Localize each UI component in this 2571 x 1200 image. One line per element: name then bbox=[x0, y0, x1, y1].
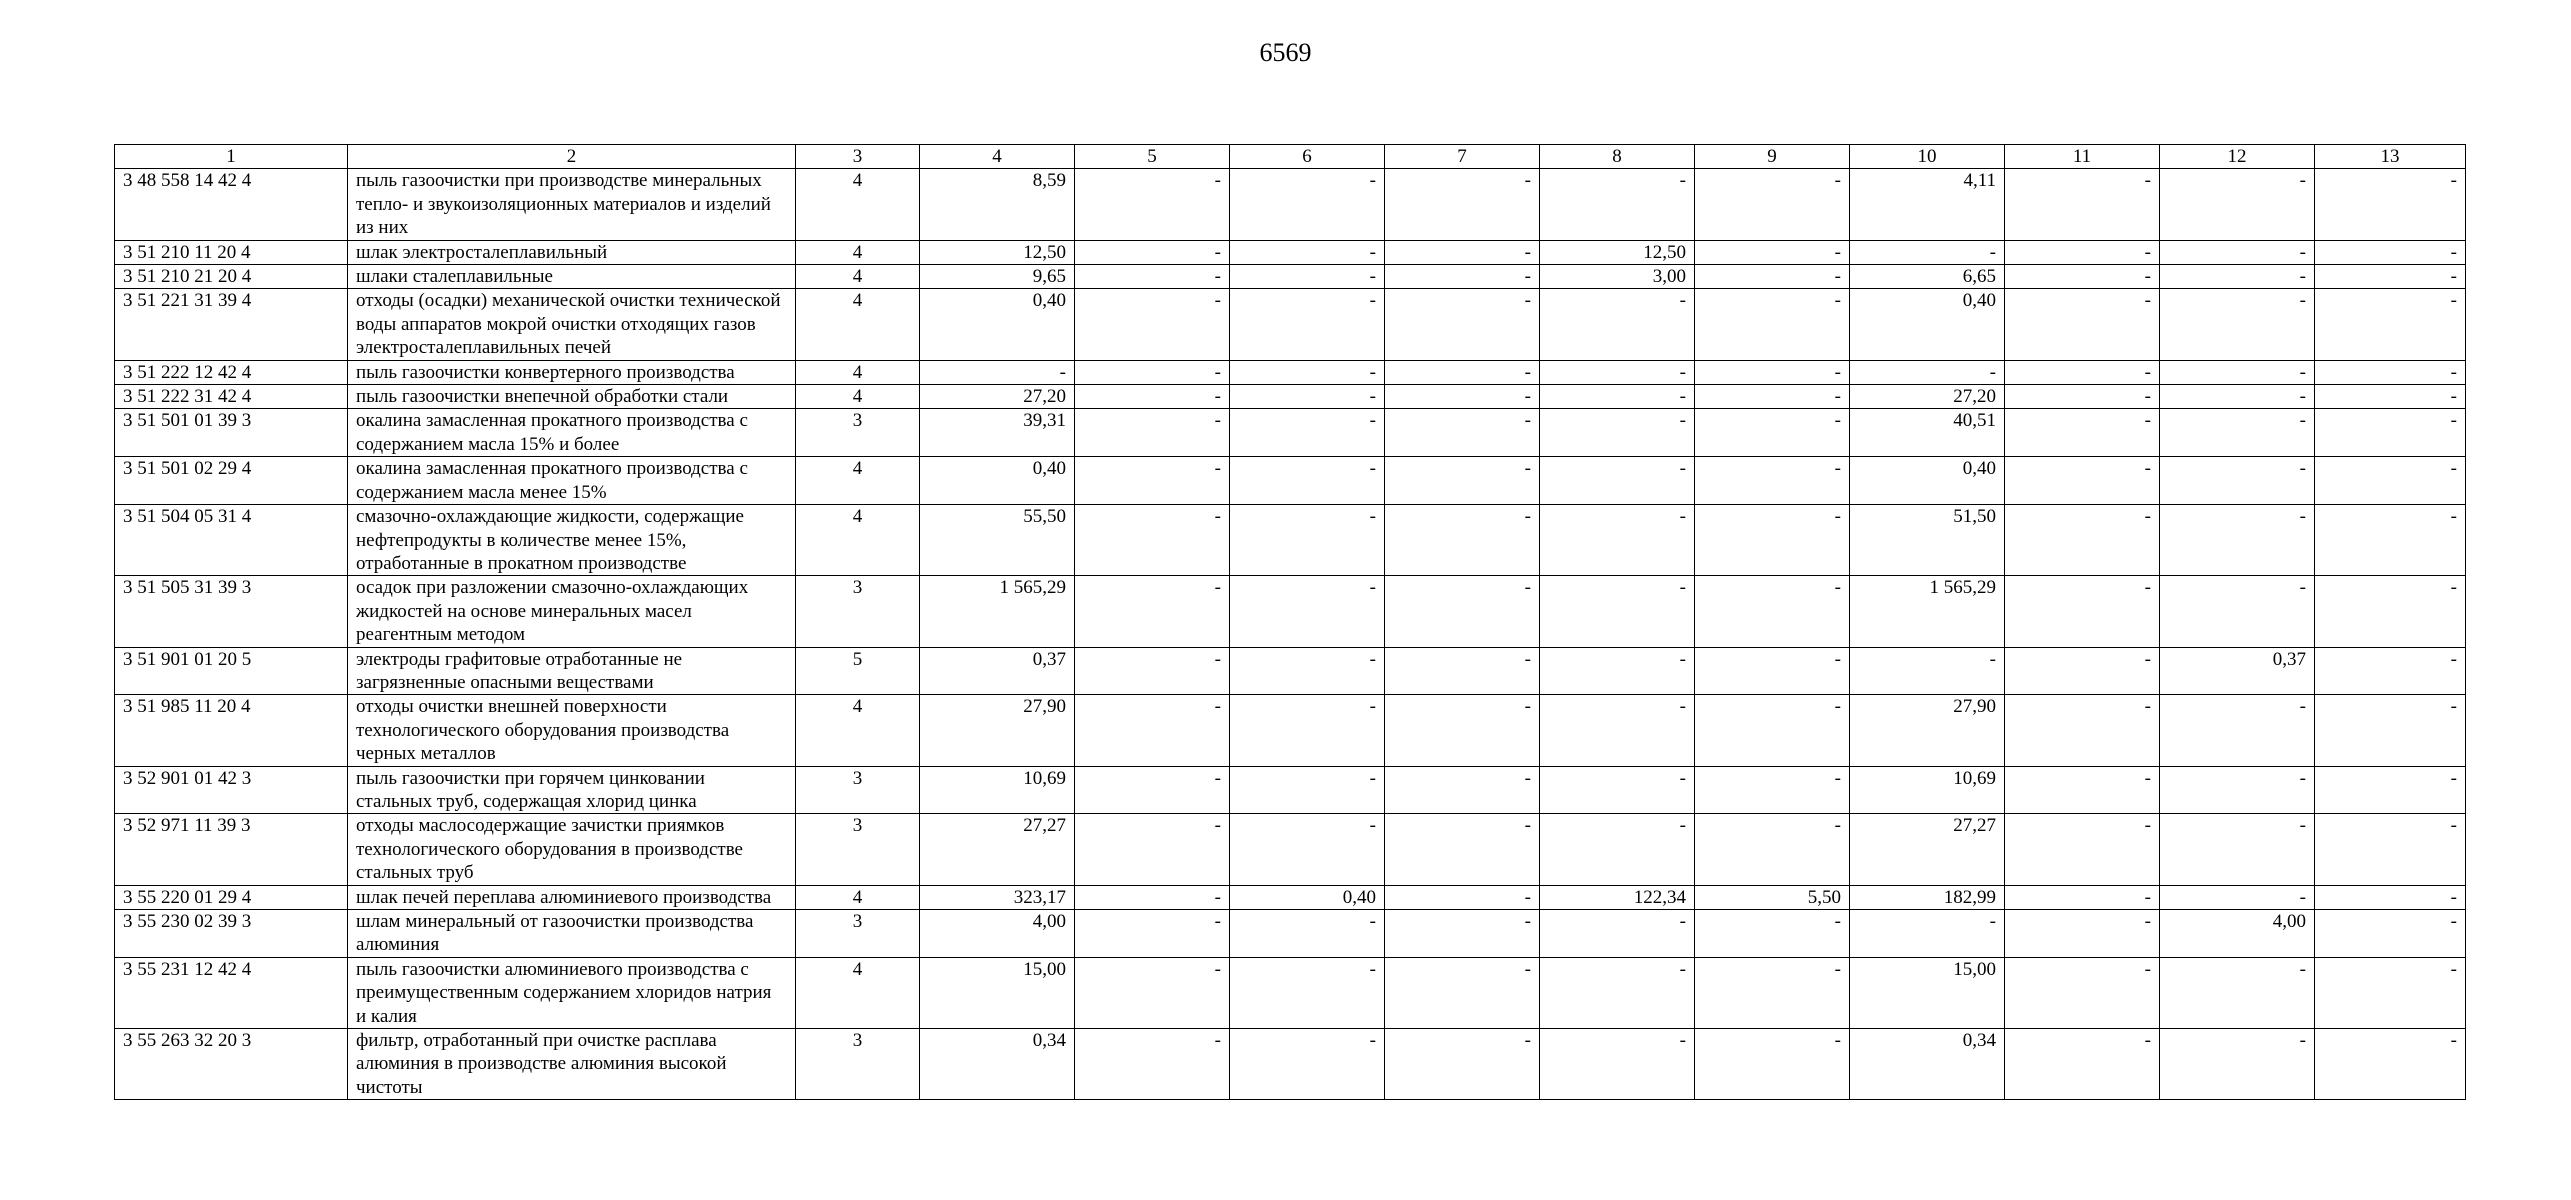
table-row bbox=[115, 409, 2466, 457]
cell-col-12: - bbox=[2160, 695, 2315, 766]
cell-name: фильтр, отработанный при очистке расплава алюминия в производстве алюминия высокой чистоты bbox=[348, 1029, 796, 1100]
cell-col-12: - bbox=[2160, 957, 2315, 1028]
cell-col-13: - bbox=[2315, 505, 2466, 576]
table-row bbox=[115, 814, 2466, 885]
table-row bbox=[115, 1029, 2466, 1100]
cell-col-9: - bbox=[1695, 957, 1850, 1028]
cell-col-6: 0,40 bbox=[1230, 885, 1385, 909]
cell-col-4: - bbox=[920, 360, 1075, 384]
cell-col-9: - bbox=[1695, 240, 1850, 264]
cell-col-4: 0,37 bbox=[920, 647, 1075, 695]
cell-col-5: - bbox=[1075, 360, 1230, 384]
cell-col-5: - bbox=[1075, 576, 1230, 647]
cell-code: 3 52 901 01 42 3 bbox=[115, 766, 348, 814]
cell-col-8: - bbox=[1540, 647, 1695, 695]
table-row bbox=[115, 885, 2466, 909]
cell-name: отходы (осадки) механической очистки технической воды аппаратов мокрой очистки отходящих газов электросталеплавильных печей bbox=[348, 289, 796, 360]
cell-col-12: - bbox=[2160, 385, 2315, 409]
table-row bbox=[115, 910, 2466, 958]
table-row bbox=[115, 240, 2466, 264]
cell-col-10: 0,40 bbox=[1850, 289, 2005, 360]
cell-col-8: 3,00 bbox=[1540, 265, 1695, 289]
page-number: 6569 bbox=[1259, 38, 1312, 67]
table-row bbox=[115, 576, 2466, 647]
cell-name: шлам минеральный от газоочистки производства алюминия bbox=[348, 910, 796, 958]
cell-col-11: - bbox=[2005, 265, 2160, 289]
cell-col-5: - bbox=[1075, 1029, 1230, 1100]
cell-col-9: - bbox=[1695, 360, 1850, 384]
cell-name: пыль газоочистки конвертерного производства bbox=[348, 360, 796, 384]
column-header-2: 2 bbox=[348, 145, 796, 169]
cell-col-4: 4,00 bbox=[920, 910, 1075, 958]
cell-code: 3 51 501 01 39 3 bbox=[115, 409, 348, 457]
cell-col-11: - bbox=[2005, 409, 2160, 457]
cell-col-7: - bbox=[1385, 385, 1540, 409]
cell-col-13: - bbox=[2315, 576, 2466, 647]
cell-name: пыль газоочистки при производстве минеральных тепло- и звукоизоляционных материалов и изделий из них bbox=[348, 169, 796, 240]
cell-col-6: - bbox=[1230, 240, 1385, 264]
cell-col-8: - bbox=[1540, 385, 1695, 409]
cell-col-10: 10,69 bbox=[1850, 766, 2005, 814]
table-row bbox=[115, 289, 2466, 360]
cell-col-10: 0,34 bbox=[1850, 1029, 2005, 1100]
cell-col-13: - bbox=[2315, 647, 2466, 695]
cell-hazard-class: 4 bbox=[796, 695, 920, 766]
cell-col-7: - bbox=[1385, 957, 1540, 1028]
waste-table bbox=[114, 144, 2466, 1100]
table-row bbox=[115, 169, 2466, 240]
column-header-13: 13 bbox=[2315, 145, 2466, 169]
cell-name: пыль газоочистки алюминиевого производства с преимущественным содержанием хлоридов натрия и калия bbox=[348, 957, 796, 1028]
cell-col-13: - bbox=[2315, 1029, 2466, 1100]
cell-code: 3 51 901 01 20 5 bbox=[115, 647, 348, 695]
cell-col-6: - bbox=[1230, 766, 1385, 814]
table-row bbox=[115, 385, 2466, 409]
column-header-12: 12 bbox=[2160, 145, 2315, 169]
cell-col-6: - bbox=[1230, 957, 1385, 1028]
cell-col-5: - bbox=[1075, 766, 1230, 814]
cell-col-8: - bbox=[1540, 766, 1695, 814]
cell-col-4: 55,50 bbox=[920, 505, 1075, 576]
cell-col-13: - bbox=[2315, 385, 2466, 409]
cell-col-9: - bbox=[1695, 409, 1850, 457]
cell-hazard-class: 3 bbox=[796, 910, 920, 958]
cell-col-11: - bbox=[2005, 695, 2160, 766]
table-row bbox=[115, 647, 2466, 695]
cell-col-4: 9,65 bbox=[920, 265, 1075, 289]
cell-col-4: 12,50 bbox=[920, 240, 1075, 264]
cell-col-10: 15,00 bbox=[1850, 957, 2005, 1028]
cell-col-11: - bbox=[2005, 289, 2160, 360]
cell-code: 3 51 501 02 29 4 bbox=[115, 457, 348, 505]
cell-col-10: 6,65 bbox=[1850, 265, 2005, 289]
column-header-1: 1 bbox=[115, 145, 348, 169]
cell-col-13: - bbox=[2315, 265, 2466, 289]
cell-col-11: - bbox=[2005, 576, 2160, 647]
cell-code: 3 55 263 32 20 3 bbox=[115, 1029, 348, 1100]
cell-col-5: - bbox=[1075, 910, 1230, 958]
cell-col-11: - bbox=[2005, 457, 2160, 505]
cell-col-7: - bbox=[1385, 240, 1540, 264]
cell-code: 3 51 985 11 20 4 bbox=[115, 695, 348, 766]
cell-col-4: 0,34 bbox=[920, 1029, 1075, 1100]
cell-col-5: - bbox=[1075, 814, 1230, 885]
cell-name: осадок при разложении смазочно-охлаждающих жидкостей на основе минеральных масел реагентным методом bbox=[348, 576, 796, 647]
cell-col-10: - bbox=[1850, 647, 2005, 695]
cell-code: 3 48 558 14 42 4 bbox=[115, 169, 348, 240]
cell-col-11: - bbox=[2005, 814, 2160, 885]
cell-col-10: 4,11 bbox=[1850, 169, 2005, 240]
cell-col-4: 0,40 bbox=[920, 457, 1075, 505]
cell-col-8: - bbox=[1540, 1029, 1695, 1100]
cell-col-12: - bbox=[2160, 1029, 2315, 1100]
cell-hazard-class: 4 bbox=[796, 169, 920, 240]
cell-col-6: - bbox=[1230, 505, 1385, 576]
cell-col-8: - bbox=[1540, 289, 1695, 360]
cell-col-9: - bbox=[1695, 505, 1850, 576]
column-header-5: 5 bbox=[1075, 145, 1230, 169]
cell-col-11: - bbox=[2005, 385, 2160, 409]
cell-col-9: - bbox=[1695, 265, 1850, 289]
cell-col-12: - bbox=[2160, 885, 2315, 909]
cell-col-9: 5,50 bbox=[1695, 885, 1850, 909]
cell-name: шлак печей переплава алюминиевого производства bbox=[348, 885, 796, 909]
cell-col-12: - bbox=[2160, 505, 2315, 576]
cell-col-4: 27,20 bbox=[920, 385, 1075, 409]
cell-col-9: - bbox=[1695, 766, 1850, 814]
cell-col-7: - bbox=[1385, 289, 1540, 360]
cell-col-6: - bbox=[1230, 385, 1385, 409]
cell-col-6: - bbox=[1230, 576, 1385, 647]
cell-col-9: - bbox=[1695, 1029, 1850, 1100]
cell-col-6: - bbox=[1230, 360, 1385, 384]
cell-code: 3 51 210 11 20 4 bbox=[115, 240, 348, 264]
cell-col-12: - bbox=[2160, 766, 2315, 814]
cell-col-13: - bbox=[2315, 457, 2466, 505]
cell-hazard-class: 4 bbox=[796, 457, 920, 505]
cell-col-6: - bbox=[1230, 457, 1385, 505]
cell-name: отходы очистки внешней поверхности технологического оборудования производства черных металлов bbox=[348, 695, 796, 766]
table-row bbox=[115, 360, 2466, 384]
cell-col-10: - bbox=[1850, 240, 2005, 264]
table-row bbox=[115, 695, 2466, 766]
cell-hazard-class: 4 bbox=[796, 289, 920, 360]
cell-col-8: - bbox=[1540, 457, 1695, 505]
cell-col-13: - bbox=[2315, 360, 2466, 384]
cell-name: отходы маслосодержащие зачистки приямков технологического оборудования в производстве стальных труб bbox=[348, 814, 796, 885]
cell-col-8: - bbox=[1540, 695, 1695, 766]
cell-name: смазочно-охлаждающие жидкости, содержащие нефтепродукты в количестве менее 15%, отработанные в прокатном производстве bbox=[348, 505, 796, 576]
cell-col-6: - bbox=[1230, 169, 1385, 240]
cell-col-4: 15,00 bbox=[920, 957, 1075, 1028]
cell-hazard-class: 3 bbox=[796, 814, 920, 885]
cell-col-13: - bbox=[2315, 289, 2466, 360]
cell-col-7: - bbox=[1385, 169, 1540, 240]
cell-col-12: - bbox=[2160, 457, 2315, 505]
cell-col-9: - bbox=[1695, 576, 1850, 647]
cell-col-11: - bbox=[2005, 505, 2160, 576]
cell-code: 3 51 221 31 39 4 bbox=[115, 289, 348, 360]
cell-code: 3 51 504 05 31 4 bbox=[115, 505, 348, 576]
column-header-8: 8 bbox=[1540, 145, 1695, 169]
cell-col-7: - bbox=[1385, 1029, 1540, 1100]
cell-col-11: - bbox=[2005, 957, 2160, 1028]
table-row bbox=[115, 505, 2466, 576]
cell-col-11: - bbox=[2005, 1029, 2160, 1100]
cell-col-12: - bbox=[2160, 169, 2315, 240]
cell-hazard-class: 3 bbox=[796, 766, 920, 814]
cell-col-10: 0,40 bbox=[1850, 457, 2005, 505]
cell-col-5: - bbox=[1075, 169, 1230, 240]
cell-name: окалина замасленная прокатного производства с содержанием масла менее 15% bbox=[348, 457, 796, 505]
cell-col-9: - bbox=[1695, 695, 1850, 766]
cell-col-5: - bbox=[1075, 505, 1230, 576]
cell-col-5: - bbox=[1075, 265, 1230, 289]
cell-col-9: - bbox=[1695, 910, 1850, 958]
cell-col-5: - bbox=[1075, 289, 1230, 360]
cell-code: 3 51 505 31 39 3 bbox=[115, 576, 348, 647]
cell-col-8: - bbox=[1540, 957, 1695, 1028]
cell-name: пыль газоочистки внепечной обработки стали bbox=[348, 385, 796, 409]
cell-col-11: - bbox=[2005, 360, 2160, 384]
cell-col-7: - bbox=[1385, 885, 1540, 909]
cell-col-13: - bbox=[2315, 695, 2466, 766]
cell-hazard-class: 3 bbox=[796, 409, 920, 457]
cell-col-4: 8,59 bbox=[920, 169, 1075, 240]
cell-col-8: - bbox=[1540, 169, 1695, 240]
cell-col-13: - bbox=[2315, 409, 2466, 457]
cell-col-4: 0,40 bbox=[920, 289, 1075, 360]
cell-col-10: 40,51 bbox=[1850, 409, 2005, 457]
cell-code: 3 51 222 12 42 4 bbox=[115, 360, 348, 384]
cell-hazard-class: 4 bbox=[796, 885, 920, 909]
cell-name: шлак электросталеплавильный bbox=[348, 240, 796, 264]
cell-col-10: 1 565,29 bbox=[1850, 576, 2005, 647]
cell-col-5: - bbox=[1075, 647, 1230, 695]
cell-hazard-class: 4 bbox=[796, 240, 920, 264]
table-header-row bbox=[115, 145, 2466, 169]
cell-col-11: - bbox=[2005, 885, 2160, 909]
cell-col-10: 182,99 bbox=[1850, 885, 2005, 909]
cell-col-8: - bbox=[1540, 505, 1695, 576]
cell-col-12: - bbox=[2160, 289, 2315, 360]
cell-col-9: - bbox=[1695, 289, 1850, 360]
cell-col-8: - bbox=[1540, 360, 1695, 384]
cell-col-7: - bbox=[1385, 647, 1540, 695]
table-row bbox=[115, 766, 2466, 814]
cell-col-7: - bbox=[1385, 766, 1540, 814]
cell-col-7: - bbox=[1385, 265, 1540, 289]
cell-col-13: - bbox=[2315, 169, 2466, 240]
cell-col-7: - bbox=[1385, 409, 1540, 457]
cell-col-5: - bbox=[1075, 240, 1230, 264]
cell-name: шлаки сталеплавильные bbox=[348, 265, 796, 289]
cell-col-11: - bbox=[2005, 766, 2160, 814]
cell-name: электроды графитовые отработанные не загрязненные опасными веществами bbox=[348, 647, 796, 695]
table-body bbox=[115, 169, 2466, 1100]
cell-hazard-class: 5 bbox=[796, 647, 920, 695]
column-header-6: 6 bbox=[1230, 145, 1385, 169]
cell-col-6: - bbox=[1230, 910, 1385, 958]
cell-col-8: - bbox=[1540, 910, 1695, 958]
cell-col-6: - bbox=[1230, 289, 1385, 360]
cell-col-5: - bbox=[1075, 409, 1230, 457]
cell-col-6: - bbox=[1230, 647, 1385, 695]
cell-col-13: - bbox=[2315, 814, 2466, 885]
column-header-7: 7 bbox=[1385, 145, 1540, 169]
cell-col-13: - bbox=[2315, 766, 2466, 814]
table-row bbox=[115, 457, 2466, 505]
cell-col-7: - bbox=[1385, 457, 1540, 505]
cell-col-12: - bbox=[2160, 576, 2315, 647]
cell-code: 3 51 210 21 20 4 bbox=[115, 265, 348, 289]
cell-hazard-class: 3 bbox=[796, 1029, 920, 1100]
cell-col-7: - bbox=[1385, 814, 1540, 885]
cell-col-9: - bbox=[1695, 647, 1850, 695]
cell-col-12: - bbox=[2160, 409, 2315, 457]
cell-col-12: - bbox=[2160, 240, 2315, 264]
column-header-4: 4 bbox=[920, 145, 1075, 169]
column-header-9: 9 bbox=[1695, 145, 1850, 169]
cell-col-4: 1 565,29 bbox=[920, 576, 1075, 647]
table-row bbox=[115, 265, 2466, 289]
cell-col-7: - bbox=[1385, 576, 1540, 647]
cell-col-10: 51,50 bbox=[1850, 505, 2005, 576]
cell-col-9: - bbox=[1695, 385, 1850, 409]
cell-col-6: - bbox=[1230, 814, 1385, 885]
cell-code: 3 52 971 11 39 3 bbox=[115, 814, 348, 885]
cell-name: пыль газоочистки при горячем цинковании стальных труб, содержащая хлорид цинка bbox=[348, 766, 796, 814]
cell-code: 3 55 220 01 29 4 bbox=[115, 885, 348, 909]
cell-col-7: - bbox=[1385, 695, 1540, 766]
cell-col-6: - bbox=[1230, 409, 1385, 457]
cell-col-9: - bbox=[1695, 814, 1850, 885]
cell-col-8: 122,34 bbox=[1540, 885, 1695, 909]
cell-col-7: - bbox=[1385, 360, 1540, 384]
cell-col-8: - bbox=[1540, 814, 1695, 885]
cell-col-5: - bbox=[1075, 957, 1230, 1028]
cell-col-12: 0,37 bbox=[2160, 647, 2315, 695]
cell-col-5: - bbox=[1075, 385, 1230, 409]
cell-col-8: 12,50 bbox=[1540, 240, 1695, 264]
cell-col-13: - bbox=[2315, 957, 2466, 1028]
cell-col-9: - bbox=[1695, 457, 1850, 505]
cell-col-11: - bbox=[2005, 240, 2160, 264]
cell-col-8: - bbox=[1540, 409, 1695, 457]
cell-col-12: - bbox=[2160, 814, 2315, 885]
cell-hazard-class: 4 bbox=[796, 360, 920, 384]
cell-col-13: - bbox=[2315, 910, 2466, 958]
cell-col-5: - bbox=[1075, 457, 1230, 505]
cell-col-13: - bbox=[2315, 240, 2466, 264]
cell-col-6: - bbox=[1230, 1029, 1385, 1100]
table-row bbox=[115, 957, 2466, 1028]
cell-hazard-class: 4 bbox=[796, 265, 920, 289]
cell-col-8: - bbox=[1540, 576, 1695, 647]
cell-code: 3 55 231 12 42 4 bbox=[115, 957, 348, 1028]
cell-hazard-class: 3 bbox=[796, 576, 920, 647]
cell-col-12: 4,00 bbox=[2160, 910, 2315, 958]
cell-col-4: 39,31 bbox=[920, 409, 1075, 457]
cell-hazard-class: 4 bbox=[796, 957, 920, 1028]
column-header-10: 10 bbox=[1850, 145, 2005, 169]
cell-code: 3 55 230 02 39 3 bbox=[115, 910, 348, 958]
cell-col-10: 27,90 bbox=[1850, 695, 2005, 766]
cell-col-7: - bbox=[1385, 910, 1540, 958]
cell-col-11: - bbox=[2005, 910, 2160, 958]
cell-hazard-class: 4 bbox=[796, 505, 920, 576]
cell-col-12: - bbox=[2160, 265, 2315, 289]
cell-col-4: 27,90 bbox=[920, 695, 1075, 766]
cell-col-10: 27,20 bbox=[1850, 385, 2005, 409]
cell-col-6: - bbox=[1230, 695, 1385, 766]
cell-col-13: - bbox=[2315, 885, 2466, 909]
cell-col-5: - bbox=[1075, 885, 1230, 909]
cell-col-4: 323,17 bbox=[920, 885, 1075, 909]
cell-col-4: 10,69 bbox=[920, 766, 1075, 814]
cell-col-6: - bbox=[1230, 265, 1385, 289]
cell-col-12: - bbox=[2160, 360, 2315, 384]
cell-col-10: - bbox=[1850, 360, 2005, 384]
cell-hazard-class: 4 bbox=[796, 385, 920, 409]
cell-col-9: - bbox=[1695, 169, 1850, 240]
cell-col-11: - bbox=[2005, 169, 2160, 240]
cell-col-10: - bbox=[1850, 910, 2005, 958]
cell-col-11: - bbox=[2005, 647, 2160, 695]
cell-col-5: - bbox=[1075, 695, 1230, 766]
column-header-3: 3 bbox=[796, 145, 920, 169]
column-header-11: 11 bbox=[2005, 145, 2160, 169]
cell-col-7: - bbox=[1385, 505, 1540, 576]
cell-col-4: 27,27 bbox=[920, 814, 1075, 885]
cell-name: окалина замасленная прокатного производства с содержанием масла 15% и более bbox=[348, 409, 796, 457]
cell-col-10: 27,27 bbox=[1850, 814, 2005, 885]
cell-code: 3 51 222 31 42 4 bbox=[115, 385, 348, 409]
